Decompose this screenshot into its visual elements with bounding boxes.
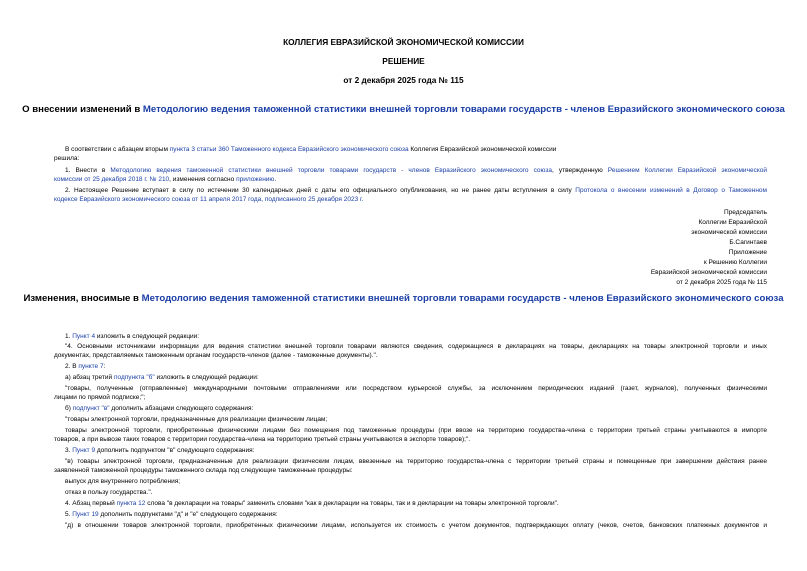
para2b-quote-line3: товаров, а при вывозе таких товаров с территории государства-члена на территорию третьей страны учитываются в экспорте товаров);". [54, 436, 471, 443]
para3-quote-line4: отказ в пользу государства.". [65, 489, 153, 496]
para2b-heading [65, 405, 253, 414]
appendix-note-line: от 2 декабря 2025 года № 115 [676, 279, 767, 286]
item1-line1 [65, 167, 767, 176]
item1-text: , изменения согласно [169, 176, 237, 183]
para1-quote-line1: "4. Основными источниками информации для ведения статистики внешней торговли товарами являются сведения, содержащиеся в декларациях на товары, декларациях на товары электронной торговли и иных [65, 343, 767, 350]
changes-title [0, 293, 807, 304]
item1-text: 1. Внести в [65, 167, 111, 174]
org-name: КОЛЛЕГИЯ ЕВРАЗИЙСКОЙ ЭКОНОМИЧЕСКОЙ КОМИССИИ [283, 37, 524, 47]
para3-quote-line2: заявленной таможенной процедуры таможенного склада под следующие таможенные процедуры: [54, 467, 353, 474]
signature-position: Коллегии Евразийской [698, 219, 767, 226]
signature-position: экономической комиссии [691, 229, 767, 236]
item1-text: , утвержденную [552, 167, 608, 174]
para-text: дополнить абзацами следующего содержания: [109, 405, 254, 412]
item1-decision-link[interactable]: Решением Коллегии Евразийской экономической [607, 167, 767, 174]
doc-date-number: от 2 декабря 2025 года № 115 [343, 75, 464, 85]
para3-heading [65, 447, 254, 456]
para3-quote-line3: выпуск для внутреннего потребления; [65, 478, 181, 485]
point12-link[interactable]: пункта 12 [116, 500, 146, 507]
preamble-text: В соответствии с абзацем вторым [65, 146, 170, 153]
para-text: слова "в декларации на товары" заменить словами "как в декларации на товары, так и в декларации на товары электронной торговли". [145, 500, 559, 507]
para-text: : [103, 363, 106, 370]
para3-quote-line1: "в) товары электронной торговли, предназначенные для реализации физическим лицам, ввезенные на территорию государства-члена с территории третьей страны и помещенные при завершении действия ранее [65, 458, 767, 465]
signature-name: Б.Сагинтаев [729, 239, 767, 246]
para-text: изложить в следующей редакции: [95, 333, 200, 340]
protocol-link-cont[interactable]: кодексе Евразийского экономического союза от 11 апреля 2017 года, подписанного 25 декабря 2023 г. [54, 196, 364, 203]
para-text: 2. В [65, 363, 79, 370]
para5-heading [65, 511, 278, 520]
appendix-note-line: Приложение [728, 249, 767, 256]
item1-methodology-link[interactable]: Методологию ведения таможенной статистики внешней торговли товарами государств - членов Евразийского экономического союза [110, 167, 552, 174]
para2-heading [65, 363, 105, 372]
para-text: а) абзац третий [65, 374, 114, 381]
appendix-note-line: Евразийской экономической комиссии [650, 269, 767, 276]
para2a-heading [65, 374, 259, 383]
subpoint-v-link[interactable]: подпункт "в" [72, 405, 110, 412]
point4-link[interactable]: Пункт 4 [72, 333, 96, 340]
para2a-quote-line1: "товары, полученные (отправленные) международными почтовыми отправлениями или посредством курьерской службы, за исключением периодических изданий (газет, журналов), полученных физическими [65, 385, 767, 392]
doc-title [0, 104, 807, 115]
preamble-text: Коллегия Евразийской экономической комиссии [408, 146, 557, 153]
preamble-line1 [65, 146, 556, 155]
subpoint-b-link[interactable]: подпункта "б" [113, 374, 155, 381]
para5-quote-line1: "д) в отношении товаров электронной торговли, приобретенных физическими лицами, используется их стоимость с учетом документов, подтверждающих оплату (чеков, счетов, банковских платежных документов и [65, 522, 767, 529]
title-methodology-link[interactable]: Методологию ведения таможенной статистики внешней торговли товарами государств - членов Евразийского экономического союза [142, 104, 785, 115]
para-text: дополнить подпунктом "в" следующего содержания: [95, 447, 255, 454]
item2-line1 [65, 187, 767, 196]
appendix-note-line: к Решению Коллегии [703, 259, 767, 266]
item2-text: 2. Настоящее Решение вступает в силу по истечении 30 календарных дней с даты его официального опубликования, но не ранее даты вступления в силу [65, 187, 576, 194]
signature-position: Председатель [723, 209, 767, 216]
point9-link[interactable]: Пункт 9 [72, 447, 96, 454]
protocol-link[interactable]: Протокола о внесении изменений в Договор о Таможенном [575, 187, 767, 194]
doc-type: РЕШЕНИЕ [382, 56, 425, 66]
preamble-decided: решила: [54, 155, 80, 162]
para1-heading [65, 333, 199, 342]
item1-line2 [54, 176, 276, 185]
para1-quote-line2: документах, представляемых таможенным органам государств-членов (далее - таможенные документы).". [54, 352, 378, 359]
para2b-quote-line1: "товары электронной торговли, предназначенные для реализации физическим лицам; [65, 416, 328, 423]
title-prefix: О внесении изменений в [22, 104, 143, 115]
point19-link[interactable]: Пункт 19 [72, 511, 99, 518]
para-text: 4. Абзац первый [65, 500, 117, 507]
para-text: 3. [65, 447, 73, 454]
para4 [65, 500, 559, 509]
appendix-link[interactable]: приложению [236, 176, 275, 183]
preamble-code-link[interactable]: пункта 3 статьи 360 Таможенного кодекса Евразийского экономического союза [169, 146, 409, 153]
item1-text: . [274, 176, 277, 183]
para-text: дополнить подпунктами "д" и "е" следующего содержания: [98, 511, 278, 518]
point7-link[interactable]: пункте 7 [78, 363, 104, 370]
item1-decision-link-cont[interactable]: комиссии от 25 декабря 2018 г. № 210 [54, 176, 170, 183]
para-text: 5. [65, 511, 73, 518]
para2a-quote-line2: лицами по прямой подписке;"; [54, 394, 146, 401]
item2-line2 [54, 196, 363, 205]
changes-methodology-link[interactable]: Методологию ведения таможенной статистики внешней торговли товарами государств - членов Евразийского экономического союза [141, 293, 784, 304]
para2b-quote-line2: товары электронной торговли, приобретенные физическими лицами без помещения под таможенные процедуры (при ввозе на территорию государства-члена с территории третьей страны учитываются в импорте [65, 427, 767, 434]
para-text: 1. [65, 333, 73, 340]
para-text: б) [65, 405, 73, 412]
changes-title-prefix: Изменения, вносимые в [23, 293, 142, 304]
para-text: изложить в следующей редакции: [154, 374, 259, 381]
